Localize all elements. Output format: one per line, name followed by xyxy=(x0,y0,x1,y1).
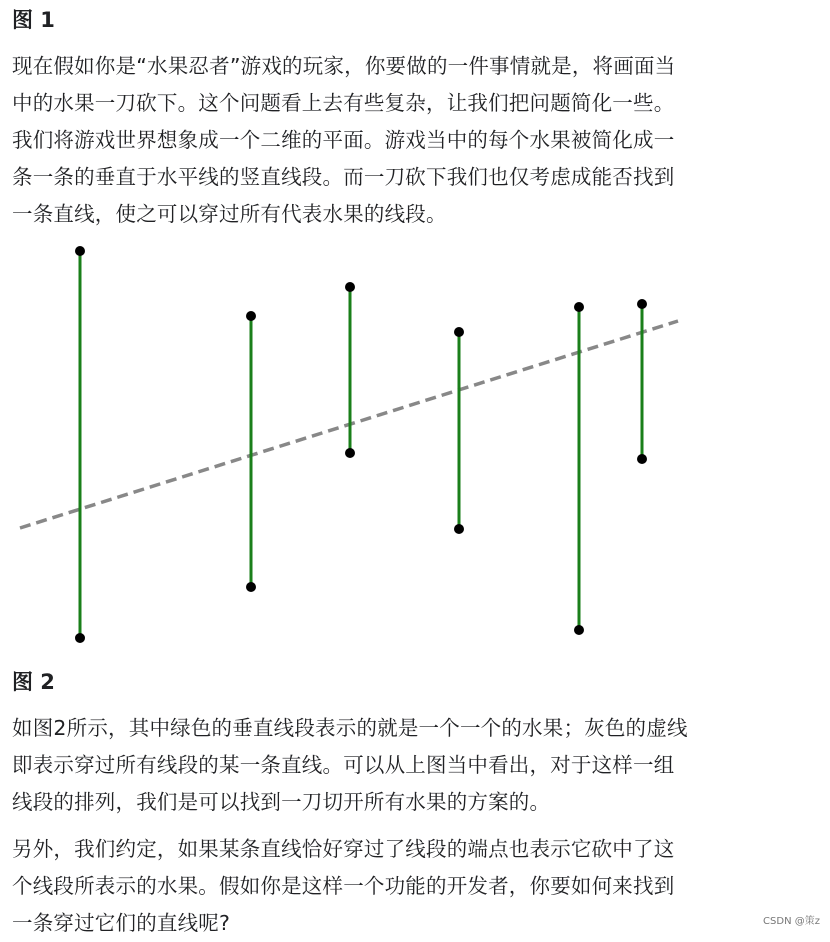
text-line: 即表示穿过所有线段的某一条直线。可以从上图当中看出，对于这样一组 xyxy=(12,753,675,777)
question-paragraph xyxy=(12,831,812,942)
segment-4 xyxy=(454,327,464,534)
text-line: 一条穿过它们的直线呢? xyxy=(12,911,231,935)
segment-top-endpoint xyxy=(574,302,584,312)
text-line: 现在假如你是“水果忍者”游戏的玩家，你要做的一件事情就是，将画面当 xyxy=(12,54,676,78)
text-line: 我们将游戏世界想象成一个二维的平面。游戏当中的每个水果被简化成一 xyxy=(12,128,675,152)
text-line: 中的水果一刀砍下。这个问题看上去有些复杂，让我们把问题简化一些。 xyxy=(12,91,675,115)
text-line: 个线段所表示的水果。假如你是这样一个功能的开发者，你要如何来找到 xyxy=(12,874,675,898)
text-line: 线段的排列，我们是可以找到一刀切开所有水果的方案的。 xyxy=(12,790,551,814)
segment-bottom-endpoint xyxy=(75,633,85,643)
segment-3 xyxy=(345,282,355,458)
segment-bottom-endpoint xyxy=(345,448,355,458)
text-line: 如图2所示，其中绿色的垂直线段表示的就是一个一个的水果；灰色的虚线 xyxy=(12,716,688,740)
fruit-segments-figure xyxy=(0,238,700,648)
text-line: 一条直线，使之可以穿过所有代表水果的线段。 xyxy=(12,202,447,226)
segment-bottom-endpoint xyxy=(246,582,256,592)
segment-bottom-endpoint xyxy=(574,625,584,635)
segment-top-endpoint xyxy=(246,311,256,321)
segment-top-endpoint xyxy=(454,327,464,337)
segment-bottom-endpoint xyxy=(637,454,647,464)
text-line: 条一条的垂直于水平线的竖直线段。而一刀砍下我们也仅考虑成能否找到 xyxy=(12,165,675,189)
figure-2-heading: 图 2 xyxy=(12,670,55,694)
segment-2 xyxy=(246,311,256,592)
watermark: CSDN @策z xyxy=(763,916,820,927)
intro-paragraph xyxy=(12,48,812,233)
segment-bottom-endpoint xyxy=(454,524,464,534)
explanation-paragraph xyxy=(12,710,812,821)
text-line: 另外，我们约定，如果某条直线恰好穿过了线段的端点也表示它砍中了这 xyxy=(12,837,675,861)
figure-1-heading: 图 1 xyxy=(12,8,55,32)
segment-1 xyxy=(75,246,85,643)
segment-6 xyxy=(637,299,647,464)
segment-top-endpoint xyxy=(637,299,647,309)
segment-top-endpoint xyxy=(345,282,355,292)
segment-top-endpoint xyxy=(75,246,85,256)
